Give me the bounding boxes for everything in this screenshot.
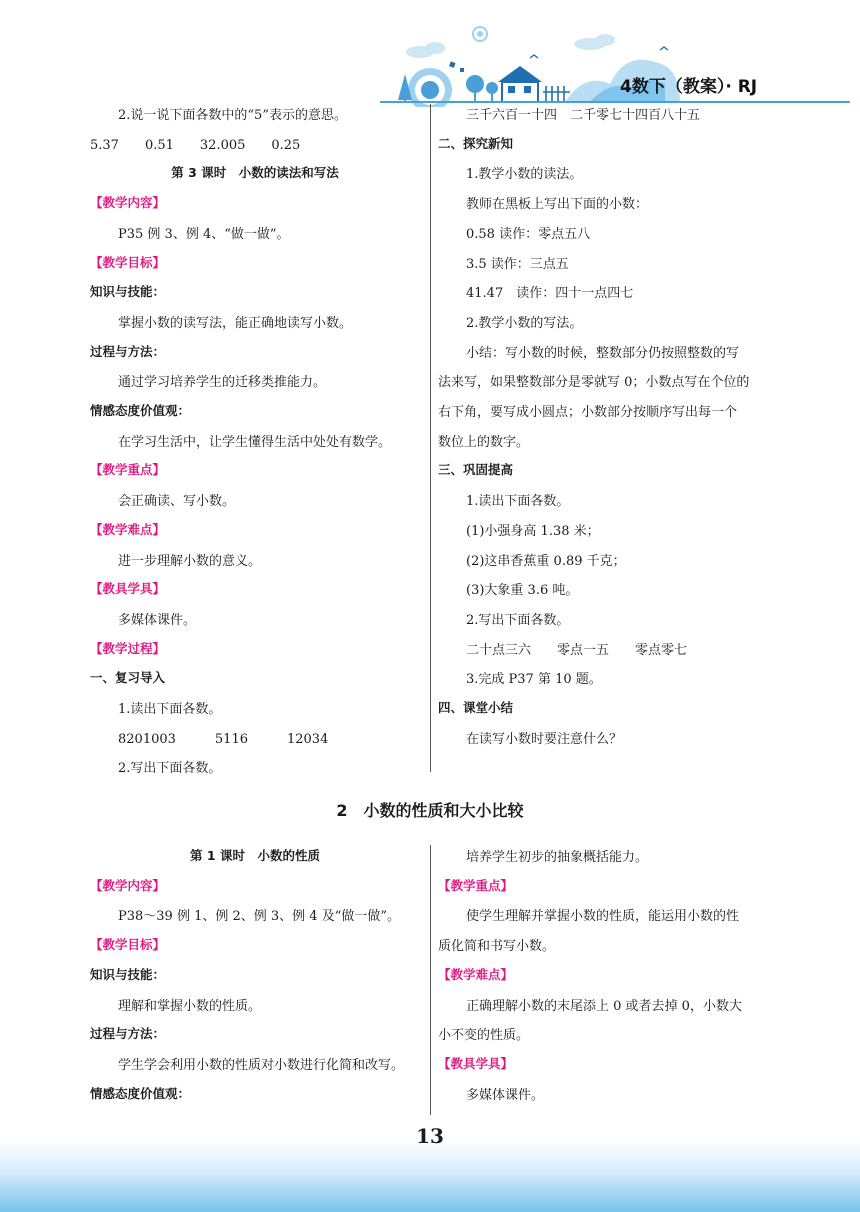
text-line: 二十点三六 零点一五 零点零七 bbox=[466, 642, 688, 658]
text-line: 3.完成 P37 第 10 题。 bbox=[466, 672, 602, 688]
header-rule bbox=[380, 101, 850, 103]
text-line: 1.读出下面各数。 bbox=[118, 702, 222, 717]
text-line: 2.写出下面各数。 bbox=[466, 612, 570, 628]
text-line: 三千六百一十四 二千零七十四百八十五 bbox=[466, 108, 701, 123]
section-tag: 【教学内容】 bbox=[90, 195, 166, 211]
column-divider-bottom bbox=[430, 845, 431, 1115]
text-line: P35 例 3、例 4、“做一做”。 bbox=[118, 226, 290, 242]
section-tag: 【教学目标】 bbox=[90, 254, 166, 270]
section-title: 2 小数的性质和大小比较 bbox=[336, 801, 524, 820]
lesson-title: 第 1 课时 小数的性质 bbox=[190, 848, 320, 863]
text-line: 小不变的性质。 bbox=[438, 1028, 530, 1044]
text-line: 3.5 读作：三点五 bbox=[466, 256, 569, 272]
text-line: 1.读出下面各数。 bbox=[466, 494, 570, 510]
text-line: 数位上的数字。 bbox=[438, 434, 530, 450]
column-divider-top bbox=[430, 104, 431, 772]
text-line: (3)大象重 3.6 吨。 bbox=[466, 583, 579, 599]
text-line: 在学习生活中，让学生懂得生活中处处有数学。 bbox=[118, 434, 392, 450]
text-line: 培养学生初步的抽象概括能力。 bbox=[466, 850, 649, 865]
text-line: 在读写小数时要注意什么？ bbox=[466, 731, 623, 747]
subheading: 知识与技能： bbox=[90, 284, 166, 300]
text-line: 1.教学小数的读法。 bbox=[466, 167, 583, 183]
text-line: 正确理解小数的末尾添上 0 或者去掉 0，小数大 bbox=[466, 998, 742, 1014]
text-line: 多媒体课件。 bbox=[466, 1087, 545, 1103]
text-line: 质化简和书写小数。 bbox=[438, 939, 556, 955]
text-line: 掌握小数的读写法，能正确地读写小数。 bbox=[118, 315, 353, 331]
section-tag: 【教学重点】 bbox=[438, 877, 514, 893]
subheading: 三、巩固提高 bbox=[438, 462, 514, 478]
header-illustration bbox=[380, 22, 850, 107]
subheading: 一、复习导入 bbox=[90, 670, 166, 686]
section-tag: 【教具学具】 bbox=[438, 1055, 514, 1071]
section-tag: 【教学内容】 bbox=[90, 877, 166, 893]
text-line: 理解和掌握小数的性质。 bbox=[118, 998, 262, 1014]
page-number: 13 bbox=[416, 1124, 444, 1148]
section-tag: 【教学难点】 bbox=[438, 966, 514, 982]
text-line: 2.说一说下面各数中的“5”表示的意思。 bbox=[118, 108, 347, 123]
text-line: 进一步理解小数的意义。 bbox=[118, 553, 262, 569]
subheading: 四、课堂小结 bbox=[438, 700, 514, 715]
subheading: 二、探究新知 bbox=[438, 135, 514, 151]
text-line: 2.教学小数的写法。 bbox=[466, 315, 583, 331]
section-tag: 【教学难点】 bbox=[90, 521, 166, 537]
text-line: 通过学习培养学生的迁移类推能力。 bbox=[118, 375, 327, 391]
section-tag: 【教学过程】 bbox=[90, 640, 166, 656]
subheading: 情感态度价值观： bbox=[90, 403, 191, 418]
subheading: 情感态度价值观： bbox=[90, 1085, 191, 1101]
footer-gradient bbox=[0, 1140, 860, 1212]
text-line: 法来写，如果整数部分是零就写 0；小数点写在个位的 bbox=[438, 375, 750, 391]
text-line: (1)小强身高 1.38 米； bbox=[466, 523, 600, 539]
subheading: 过程与方法： bbox=[90, 343, 166, 359]
section-tag: 【教学重点】 bbox=[90, 462, 166, 478]
subheading: 过程与方法： bbox=[90, 1026, 166, 1042]
text-line: 8201003 5116 12034 bbox=[118, 731, 329, 747]
text-line: 使学生理解并掌握小数的性质，能运用小数的性 bbox=[466, 909, 740, 925]
text-line: P38～39 例 1、例 2、例 3、例 4 及“做一做”。 bbox=[118, 909, 401, 925]
text-line: 会正确读、写小数。 bbox=[118, 494, 236, 510]
header-title: 4数下（教案）· RJ bbox=[620, 77, 758, 97]
text-line: 41.47 读作：四十一点四七 bbox=[466, 286, 634, 302]
text-line: 5.37 0.51 32.005 0.25 bbox=[90, 137, 301, 153]
section-tag: 【教具学具】 bbox=[90, 581, 166, 597]
text-line: 2.写出下面各数。 bbox=[118, 761, 222, 777]
section-tag: 【教学目标】 bbox=[90, 937, 166, 953]
subheading: 知识与技能： bbox=[90, 966, 166, 982]
text-line: 0.58 读作：零点五八 bbox=[466, 226, 591, 242]
text-line: 教师在黑板上写出下面的小数： bbox=[466, 197, 649, 213]
text-line: (2)这串香蕉重 0.89 千克； bbox=[466, 553, 626, 569]
text-line: 小结：写小数的时候，整数部分仍按照整数的写 bbox=[466, 345, 740, 361]
text-line: 右下角，要写成小圆点；小数部分按顺序写出每一个 bbox=[438, 405, 738, 420]
lesson-title: 第 3 课时 小数的读法和写法 bbox=[171, 165, 339, 181]
text-line: 多媒体课件。 bbox=[118, 612, 197, 628]
text-line: 学生学会利用小数的性质对小数进行化简和改写。 bbox=[118, 1057, 405, 1073]
